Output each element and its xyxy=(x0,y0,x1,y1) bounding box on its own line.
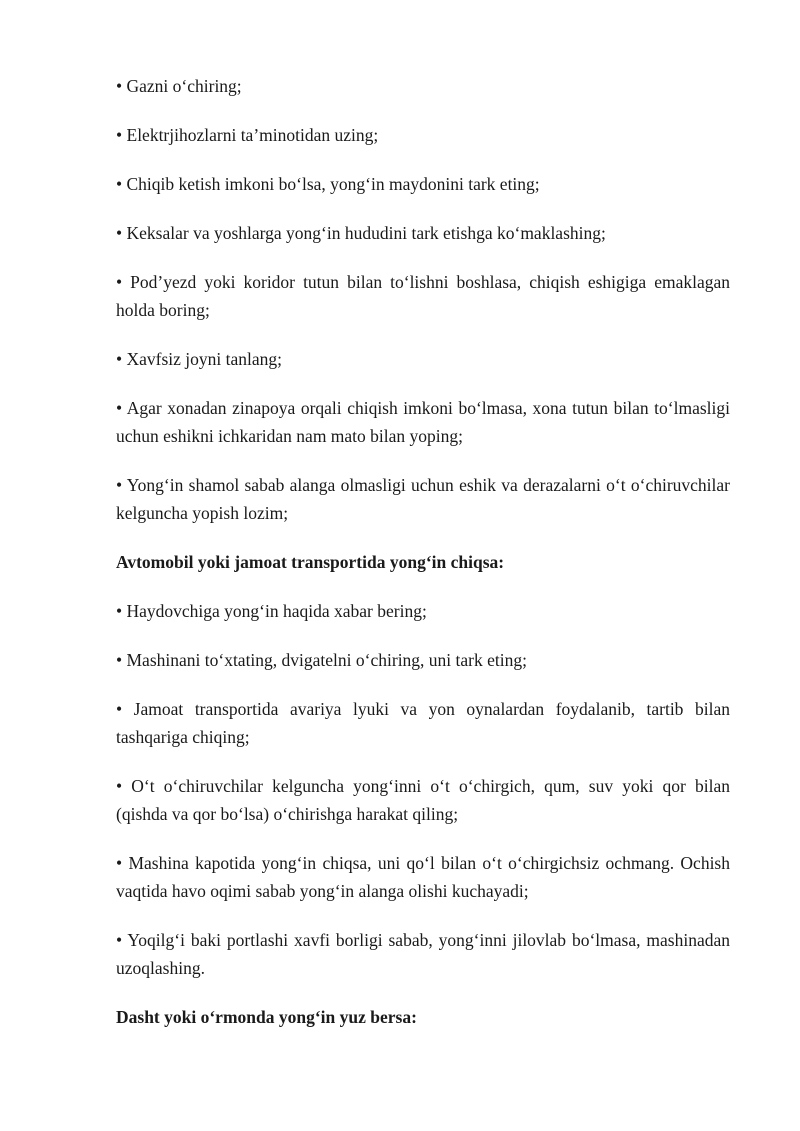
bullet-item: • Elektrjihozlarni ta’minotidan uzing; xyxy=(116,125,379,145)
bullet-item: • Yoqilg‘i baki portlashi xavfi borligi sabab, yong‘inni jilovlab bo‘lmasa, mashinadan uzoqlashing. xyxy=(116,930,730,978)
bullet-item: • Mashina kapotida yong‘in chiqsa, uni qo‘l bilan o‘t o‘chirgichsiz ochmang. Ochish vaqtida havo oqimi sabab yong‘in alanga olishi kuchayadi; xyxy=(116,853,730,901)
bullet-item: • Haydovchiga yong‘in haqida xabar bering; xyxy=(116,601,427,621)
bullet-item: • Mashinani to‘xtating, dvigatelni o‘chiring, uni tark eting; xyxy=(116,650,527,670)
bullet-item: • Jamoat transportida avariya lyuki va yon oynalardan foydalanib, tartib bilan tashqariga chiqing; xyxy=(116,699,730,747)
bullet-item: • Yong‘in shamol sabab alanga olmasligi uchun eshik va derazalarni o‘t o‘chiruvchilar kelguncha yopish lozim; xyxy=(116,475,730,523)
bullet-item: • Gazni o‘chiring; xyxy=(116,76,242,96)
bullet-item: • O‘t o‘chiruvchilar kelguncha yong‘inni o‘t o‘chirgich, qum, suv yoki qor bilan (qishda va qor bo‘lsa) o‘chirishga harakat qiling; xyxy=(116,776,730,824)
bullet-item: • Chiqib ketish imkoni bo‘lsa, yong‘in maydonini tark eting; xyxy=(116,174,540,194)
bullet-item: • Agar xonadan zinapoya orqali chiqish imkoni bo‘lmasa, xona tutun bilan to‘lmasligi uchun eshikni ichkaridan nam mato bilan yoping; xyxy=(116,398,730,446)
section-heading: Dasht yoki o‘rmonda yong‘in yuz bersa: xyxy=(116,1007,417,1027)
section-heading: Avtomobil yoki jamoat transportida yong‘in chiqsa: xyxy=(116,552,505,572)
bullet-item: • Keksalar va yoshlarga yong‘in hududini tark etishga ko‘maklashing; xyxy=(116,223,606,243)
bullet-item: • Pod’yezd yoki koridor tutun bilan to‘lishni boshlasa, chiqish eshigiga emaklagan holda boring; xyxy=(116,272,730,320)
bullet-item: • Xavfsiz joyni tanlang; xyxy=(116,349,283,369)
